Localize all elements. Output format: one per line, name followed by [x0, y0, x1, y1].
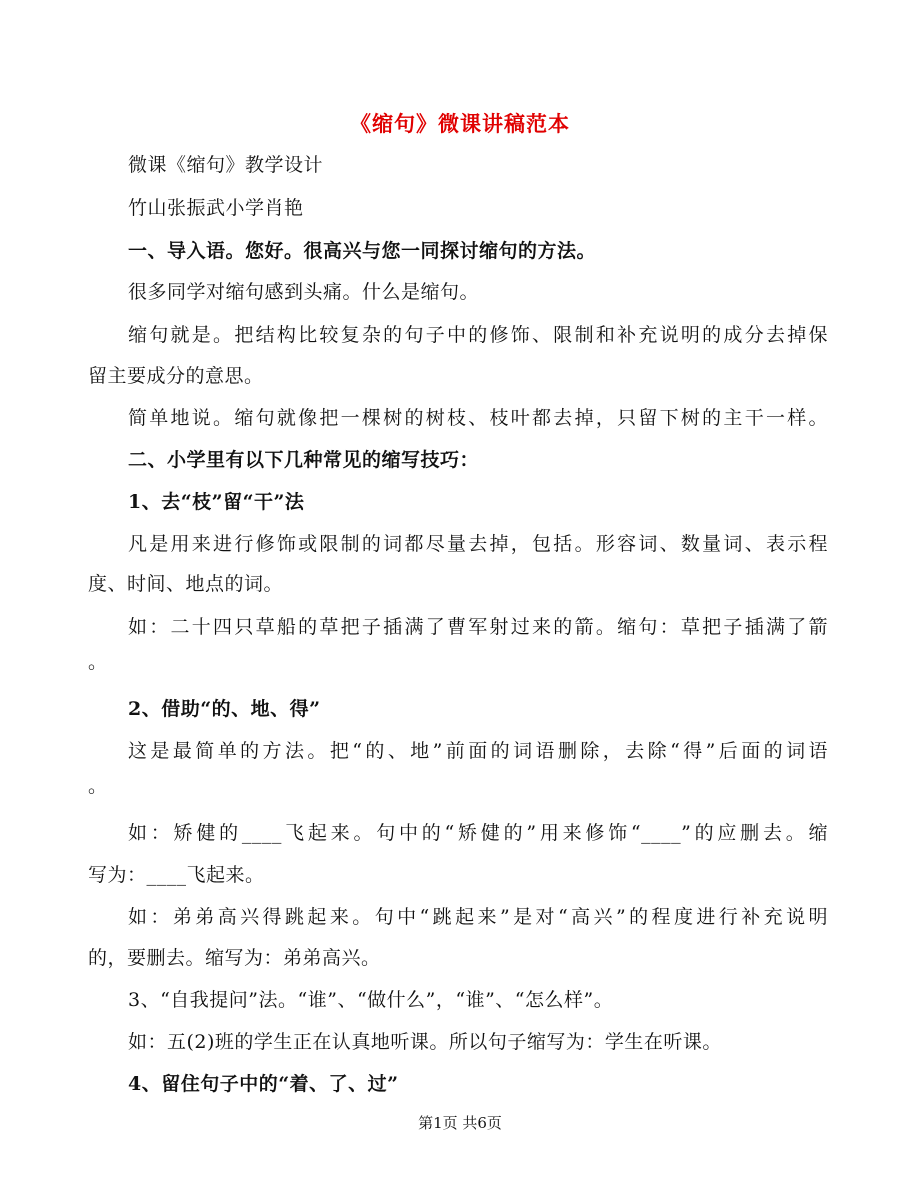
paragraph-line: 。 [88, 651, 108, 673]
paragraph-line: 凡是用来进行修饰或限制的词都尽量去掉，包括。形容词、数量词、表示程 [128, 533, 828, 555]
section-heading-1: 一、导入语。您好。很高兴与您一同探讨缩句的方法。 [128, 240, 597, 262]
paragraph-line: 。 [88, 775, 108, 797]
subsection-heading-2: 2、借助“的、地、得” [128, 698, 321, 720]
paragraph-line: 3、“自我提问”法。“谁”、“做什么”，“谁”、“怎么样”。 [128, 989, 614, 1011]
subtitle-line: 微课《缩句》教学设计 [128, 154, 324, 176]
subsection-heading-4: 4、留住句子中的“着、了、过” [128, 1073, 399, 1095]
paragraph-line: 如：矫健的____飞起来。句中的“矫健的”用来修饰“____”的应删去。缩 [128, 822, 828, 844]
paragraph-line: 如：弟弟高兴得跳起来。句中“跳起来”是对“高兴”的程度进行补充说明 [128, 906, 828, 928]
paragraph-line: 如：二十四只草船的草把子插满了曹军射过来的箭。缩句：草把子插满了箭 [128, 616, 828, 638]
paragraph-line: 很多同学对缩句感到头痛。什么是缩句。 [128, 281, 480, 303]
section-heading-2: 二、小学里有以下几种常见的缩写技巧： [128, 449, 480, 471]
paragraph-line: 简单地说。缩句就像把一棵树的树枝、枝叶都去掉，只留下树的主干一样。 [128, 407, 828, 429]
paragraph-line: 这是最简单的方法。把“的、地”前面的词语删除，去除“得”后面的词语 [128, 740, 828, 762]
paragraph-line: 如：五(2)班的学生正在认真地听课。所以句子缩写为：学生在听课。 [128, 1031, 722, 1053]
paragraph-line: 写为：____飞起来。 [88, 864, 265, 886]
paragraph-line: 度、时间、地点的词。 [88, 573, 284, 595]
subsection-heading-1: 1、去“枝”留“干”法 [128, 491, 305, 513]
paragraph-line: 留主要成分的意思。 [88, 365, 264, 387]
paragraph-line: 的，要删去。缩写为：弟弟高兴。 [88, 947, 381, 969]
author-line: 竹山张振武小学肖艳 [128, 197, 304, 219]
document-title: 《缩句》微课讲稿范本 [350, 111, 570, 136]
paragraph-line: 缩句就是。把结构比较复杂的句子中的修饰、限制和补充说明的成分去掉保 [128, 324, 828, 346]
page-number: 第1页 共6页 [418, 1114, 502, 1132]
